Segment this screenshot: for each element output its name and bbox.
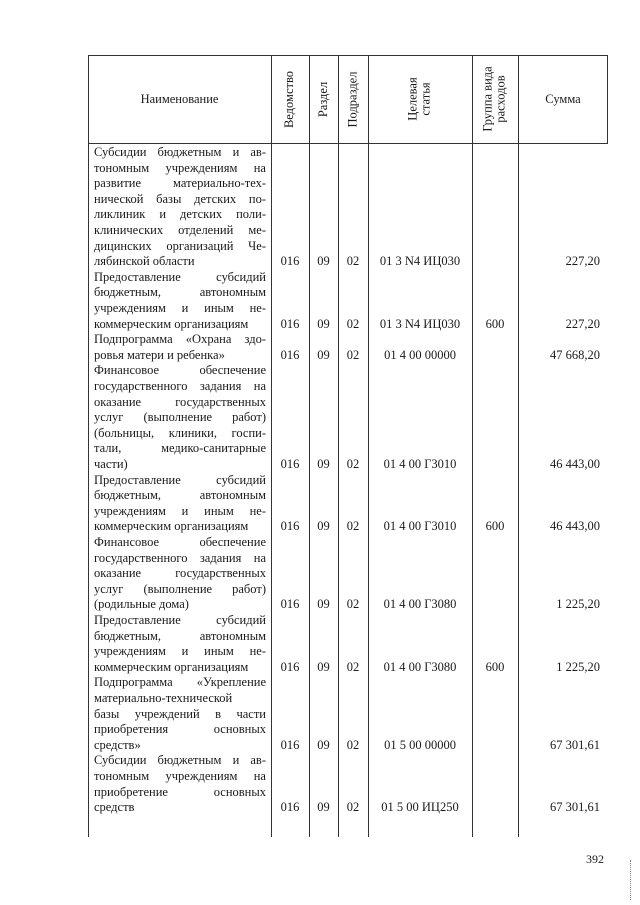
row-name-line: Субсидии бюджетным и ав- bbox=[94, 145, 266, 159]
summa-cell: 227,20 bbox=[565, 254, 600, 269]
row-name-line: нической базы детских по- bbox=[94, 191, 266, 206]
row-name-line: тали, медико-санитарные bbox=[94, 441, 266, 456]
row-name-line: ликлиник и детских поли- bbox=[94, 207, 266, 222]
header-podrazdel: Подраздел bbox=[345, 71, 360, 127]
row-name-line: Предоставление субсидий bbox=[94, 472, 266, 487]
header-bottom-border bbox=[88, 143, 608, 144]
podrazdel-cell: 02 bbox=[346, 254, 360, 269]
vedomstvo-cell: 016 bbox=[280, 347, 300, 362]
budget-table bbox=[88, 55, 608, 837]
row-name-line: средств bbox=[94, 800, 135, 815]
row-name-line: базы учреждений в части bbox=[94, 706, 266, 721]
row-name-line: ровья матери и ребенка» bbox=[94, 347, 225, 362]
razdel-cell: 09 bbox=[317, 254, 330, 269]
row-name-line: (больницы, клиники, госпи- bbox=[94, 425, 266, 440]
row-name-line: Подпрограмма «Укрепление bbox=[94, 675, 266, 690]
row-name-line: развитие материально-тех- bbox=[94, 176, 266, 191]
summa-cell: 47 668,20 bbox=[550, 347, 600, 362]
gruppa-cell: 600 bbox=[485, 316, 505, 331]
header-summa: Сумма bbox=[545, 91, 581, 106]
celevaya-statya-cell: 01 4 00 Г3010 bbox=[383, 519, 457, 534]
row-name-line: оказание государственных bbox=[94, 394, 266, 409]
row-name-line: тономным учреждениям на bbox=[94, 160, 266, 175]
row-name-line: Предоставление субсидий bbox=[94, 613, 266, 627]
row-name-line: учреждениям и иным не- bbox=[94, 300, 266, 315]
table-row bbox=[88, 535, 608, 613]
header-name: Наименование bbox=[140, 91, 219, 106]
celevaya-statya-cell: 01 4 00 Г3080 bbox=[383, 597, 457, 612]
razdel-cell: 09 bbox=[317, 347, 330, 362]
row-name-line: коммерческим организациям bbox=[94, 659, 249, 674]
row-name-line: тономным учреждениям на bbox=[94, 768, 266, 783]
summa-cell: 227,20 bbox=[565, 316, 600, 331]
celevaya-statya-cell: 01 4 00 00000 bbox=[384, 347, 456, 362]
row-name bbox=[94, 473, 266, 535]
page-number: 392 bbox=[586, 852, 604, 866]
podrazdel-cell: 02 bbox=[346, 597, 360, 612]
table-row bbox=[88, 473, 608, 535]
row-name-line: учреждениям и иным не- bbox=[94, 503, 266, 518]
row-name-line: лябинской области bbox=[94, 254, 195, 269]
row-name-line: учреждениям и иным не- bbox=[94, 644, 266, 659]
row-name-line: услуг (выполнение работ) bbox=[94, 581, 266, 596]
table-row bbox=[88, 753, 608, 815]
podrazdel-cell: 02 bbox=[346, 800, 360, 815]
row-name-line: приобретения основных bbox=[94, 722, 266, 737]
gruppa-cell: 600 bbox=[485, 519, 505, 534]
row-name-line: государственного задания на bbox=[94, 550, 266, 565]
vedomstvo-cell: 016 bbox=[280, 659, 300, 674]
row-name-line: приобретение основных bbox=[94, 784, 266, 799]
podrazdel-cell: 02 bbox=[346, 456, 360, 471]
podrazdel-cell: 02 bbox=[346, 316, 360, 331]
header-razdel: Раздел bbox=[316, 81, 331, 117]
row-name bbox=[94, 332, 266, 363]
row-name-line: Финансовое обеспечение bbox=[94, 363, 266, 378]
row-name bbox=[94, 145, 266, 270]
summa-cell: 46 443,00 bbox=[550, 456, 600, 471]
row-name-line: бюджетным, автономным bbox=[94, 285, 266, 300]
podrazdel-cell: 02 bbox=[346, 659, 360, 674]
summa-cell: 46 443,00 bbox=[550, 519, 600, 534]
celevaya-statya-cell: 01 5 00 ИЦ250 bbox=[381, 800, 459, 815]
row-name bbox=[94, 270, 266, 332]
vedomstvo-cell: 016 bbox=[280, 597, 300, 612]
row-name-line: Финансовое обеспечение bbox=[94, 535, 266, 549]
row-name-line: клинических отделений ме- bbox=[94, 222, 266, 237]
vedomstvo-cell: 016 bbox=[280, 519, 300, 534]
summa-cell: 67 301,61 bbox=[550, 800, 600, 815]
vedomstvo-cell: 016 bbox=[280, 737, 300, 752]
row-name-line: бюджетным, автономным bbox=[94, 488, 266, 503]
vedomstvo-cell: 016 bbox=[280, 254, 300, 269]
table-row bbox=[88, 675, 608, 753]
summa-cell: 67 301,61 bbox=[550, 737, 600, 752]
table-row bbox=[88, 145, 608, 270]
table-row bbox=[88, 363, 608, 472]
vedomstvo-cell: 016 bbox=[280, 316, 300, 331]
podrazdel-cell: 02 bbox=[346, 737, 360, 752]
podrazdel-cell: 02 bbox=[346, 347, 360, 362]
row-name-line: материально-технической bbox=[94, 690, 233, 705]
row-name-line: Подпрограмма «Охрана здо- bbox=[94, 332, 266, 347]
celevaya-statya-cell: 01 3 N4 ИЦ030 bbox=[379, 316, 461, 331]
razdel-cell: 09 bbox=[317, 659, 330, 674]
scan-edge-mark bbox=[630, 860, 637, 900]
header-vedomstvo: Ведомство bbox=[282, 70, 297, 128]
row-name-line: коммерческим организациям bbox=[94, 316, 249, 331]
row-name-line: государственного задания на bbox=[94, 378, 266, 393]
row-name-line: дицинских организаций Че- bbox=[94, 238, 266, 253]
celevaya-statya-cell: 01 4 00 Г3010 bbox=[383, 456, 457, 471]
header-celevaya-statya: Целевая статья bbox=[406, 77, 433, 121]
row-name-line: оказание государственных bbox=[94, 566, 266, 581]
celevaya-statya-cell: 01 3 N4 ИЦ030 bbox=[379, 254, 461, 269]
table-row bbox=[88, 332, 608, 363]
row-name-line: Субсидии бюджетным и ав- bbox=[94, 753, 266, 768]
vedomstvo-cell: 016 bbox=[280, 800, 300, 815]
row-name bbox=[94, 535, 266, 613]
row-name bbox=[94, 675, 266, 753]
razdel-cell: 09 bbox=[317, 737, 330, 752]
table-row bbox=[88, 270, 608, 332]
razdel-cell: 09 bbox=[317, 597, 330, 612]
gruppa-cell: 600 bbox=[485, 659, 505, 674]
row-name-line: части) bbox=[94, 456, 128, 471]
celevaya-statya-cell: 01 4 00 Г3080 bbox=[383, 659, 457, 674]
row-name-line: (родильные дома) bbox=[94, 597, 189, 612]
table-row bbox=[88, 613, 608, 675]
row-name-line: услуг (выполнение работ) bbox=[94, 410, 266, 425]
row-name-line: средств» bbox=[94, 737, 141, 752]
vedomstvo-cell: 016 bbox=[280, 456, 300, 471]
row-name bbox=[94, 753, 266, 815]
razdel-cell: 09 bbox=[317, 800, 330, 815]
row-name-line: Предоставление субсидий bbox=[94, 269, 266, 284]
razdel-cell: 09 bbox=[317, 316, 330, 331]
summa-cell: 1 225,20 bbox=[556, 597, 600, 612]
row-name bbox=[94, 363, 266, 472]
celevaya-statya-cell: 01 5 00 00000 bbox=[384, 737, 456, 752]
razdel-cell: 09 bbox=[317, 456, 330, 471]
header-gruppa-vida-rashodov: Группа вида расходов bbox=[481, 66, 509, 132]
row-name bbox=[94, 613, 266, 675]
row-name-line: бюджетным, автономным bbox=[94, 628, 266, 643]
podrazdel-cell: 02 bbox=[346, 519, 360, 534]
razdel-cell: 09 bbox=[317, 519, 330, 534]
row-name-line: коммерческим организациям bbox=[94, 519, 249, 534]
summa-cell: 1 225,20 bbox=[556, 659, 600, 674]
